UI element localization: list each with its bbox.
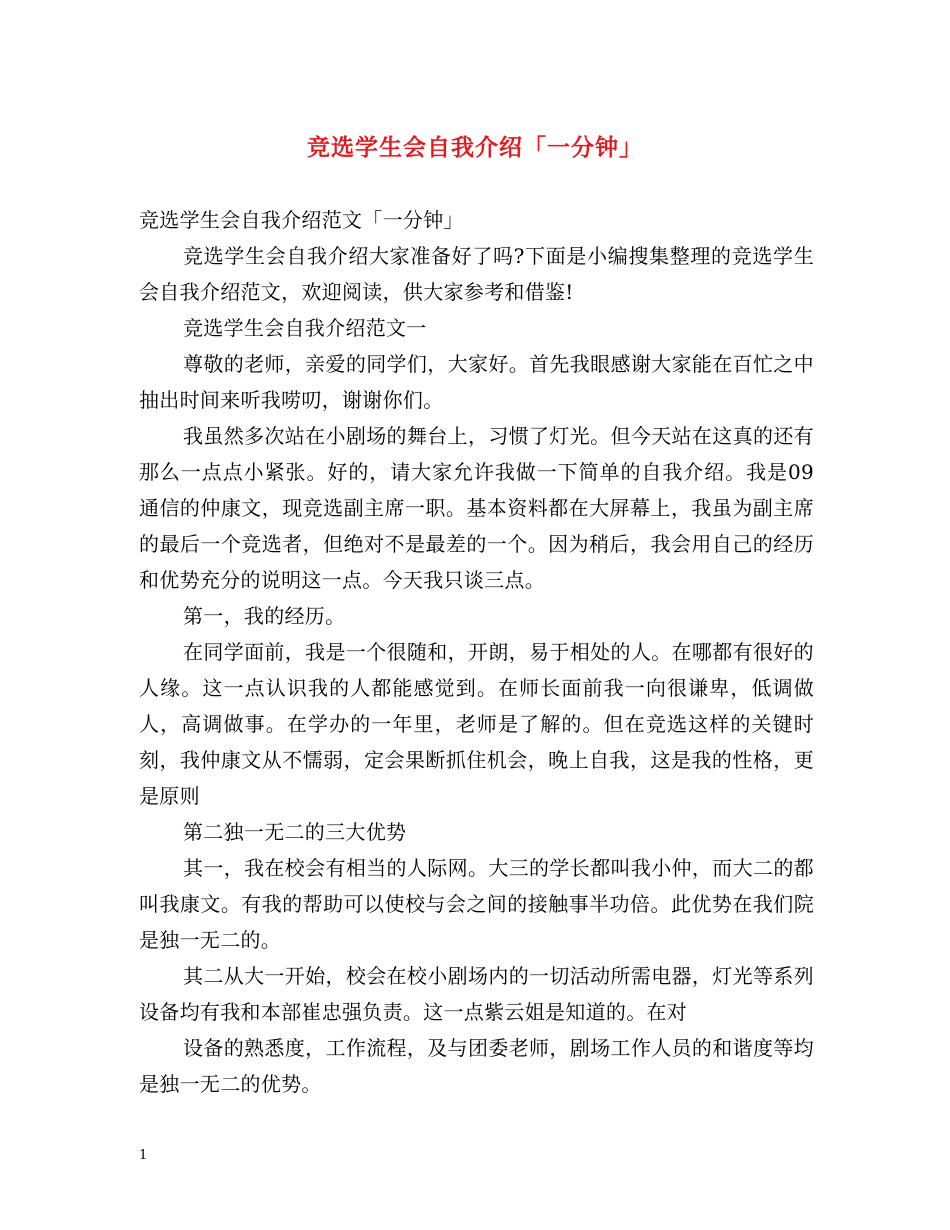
paragraph: 设备的熟悉度，工作流程，及与团委老师，剧场工作人员的和谐度等均是独一无二的优势。 (139, 1036, 814, 1096)
page-number: 1 (139, 1148, 148, 1163)
paragraph: 第一，我的经历。 (183, 604, 346, 628)
paragraph: 我虽然多次站在小剧场的舞台上，习惯了灯光。但今天站在这真的还有那么一点点小紧张。好的，请大家允许我做一下简单的自我介绍。我是09通信的仲康文，现竞选副主席一职。基本资料都在大屏幕上，我虽为副主席的最后一个竞选者，但绝对不是最差的一个。因为稍后，我会用自己的经历和优势充分的说明这一点。今天我只谈三点。 (139, 424, 814, 592)
paragraph: 竞选学生会自我介绍范文「一分钟」 (139, 208, 464, 232)
paragraph: 其一，我在校会有相当的人际网。大三的学长都叫我小仲，而大二的都叫我康文。有我的帮助可以使校与会之间的接触事半功倍。此优势在我们院是独一无二的。 (139, 856, 814, 952)
document-title: 竞选学生会自我介绍「一分钟」 (307, 134, 643, 161)
paragraph: 竞选学生会自我介绍大家准备好了吗?下面是小编搜集整理的竞选学生会自我介绍范文，欢迎阅读，供大家参考和借鉴! (139, 244, 814, 304)
paragraph: 第二独一无二的三大优势 (183, 820, 407, 844)
paragraph: 其二从大一开始，校会在校小剧场内的一切活动所需电器，灯光等系列设备均有我和本部崔忠强负责。这一点紫云姐是知道的。在对 (139, 964, 814, 1024)
document-body (139, 202, 814, 1102)
paragraph: 竞选学生会自我介绍范文一 (183, 316, 427, 340)
paragraph: 在同学面前，我是一个很随和，开朗，易于相处的人。在哪都有很好的人缘。这一点认识我的人都能感觉到。在师长面前我一向很谦卑，低调做人，高调做事。在学办的一年里，老师是了解的。但在竞选这样的关键时刻，我仲康文从不懦弱，定会果断抓住机会，晚上自我，这是我的性格，更是原则 (139, 640, 814, 808)
paragraph: 尊敬的老师，亲爱的同学们，大家好。首先我眼感谢大家能在百忙之中抽出时间来听我唠叨，谢谢你们。 (139, 352, 814, 412)
